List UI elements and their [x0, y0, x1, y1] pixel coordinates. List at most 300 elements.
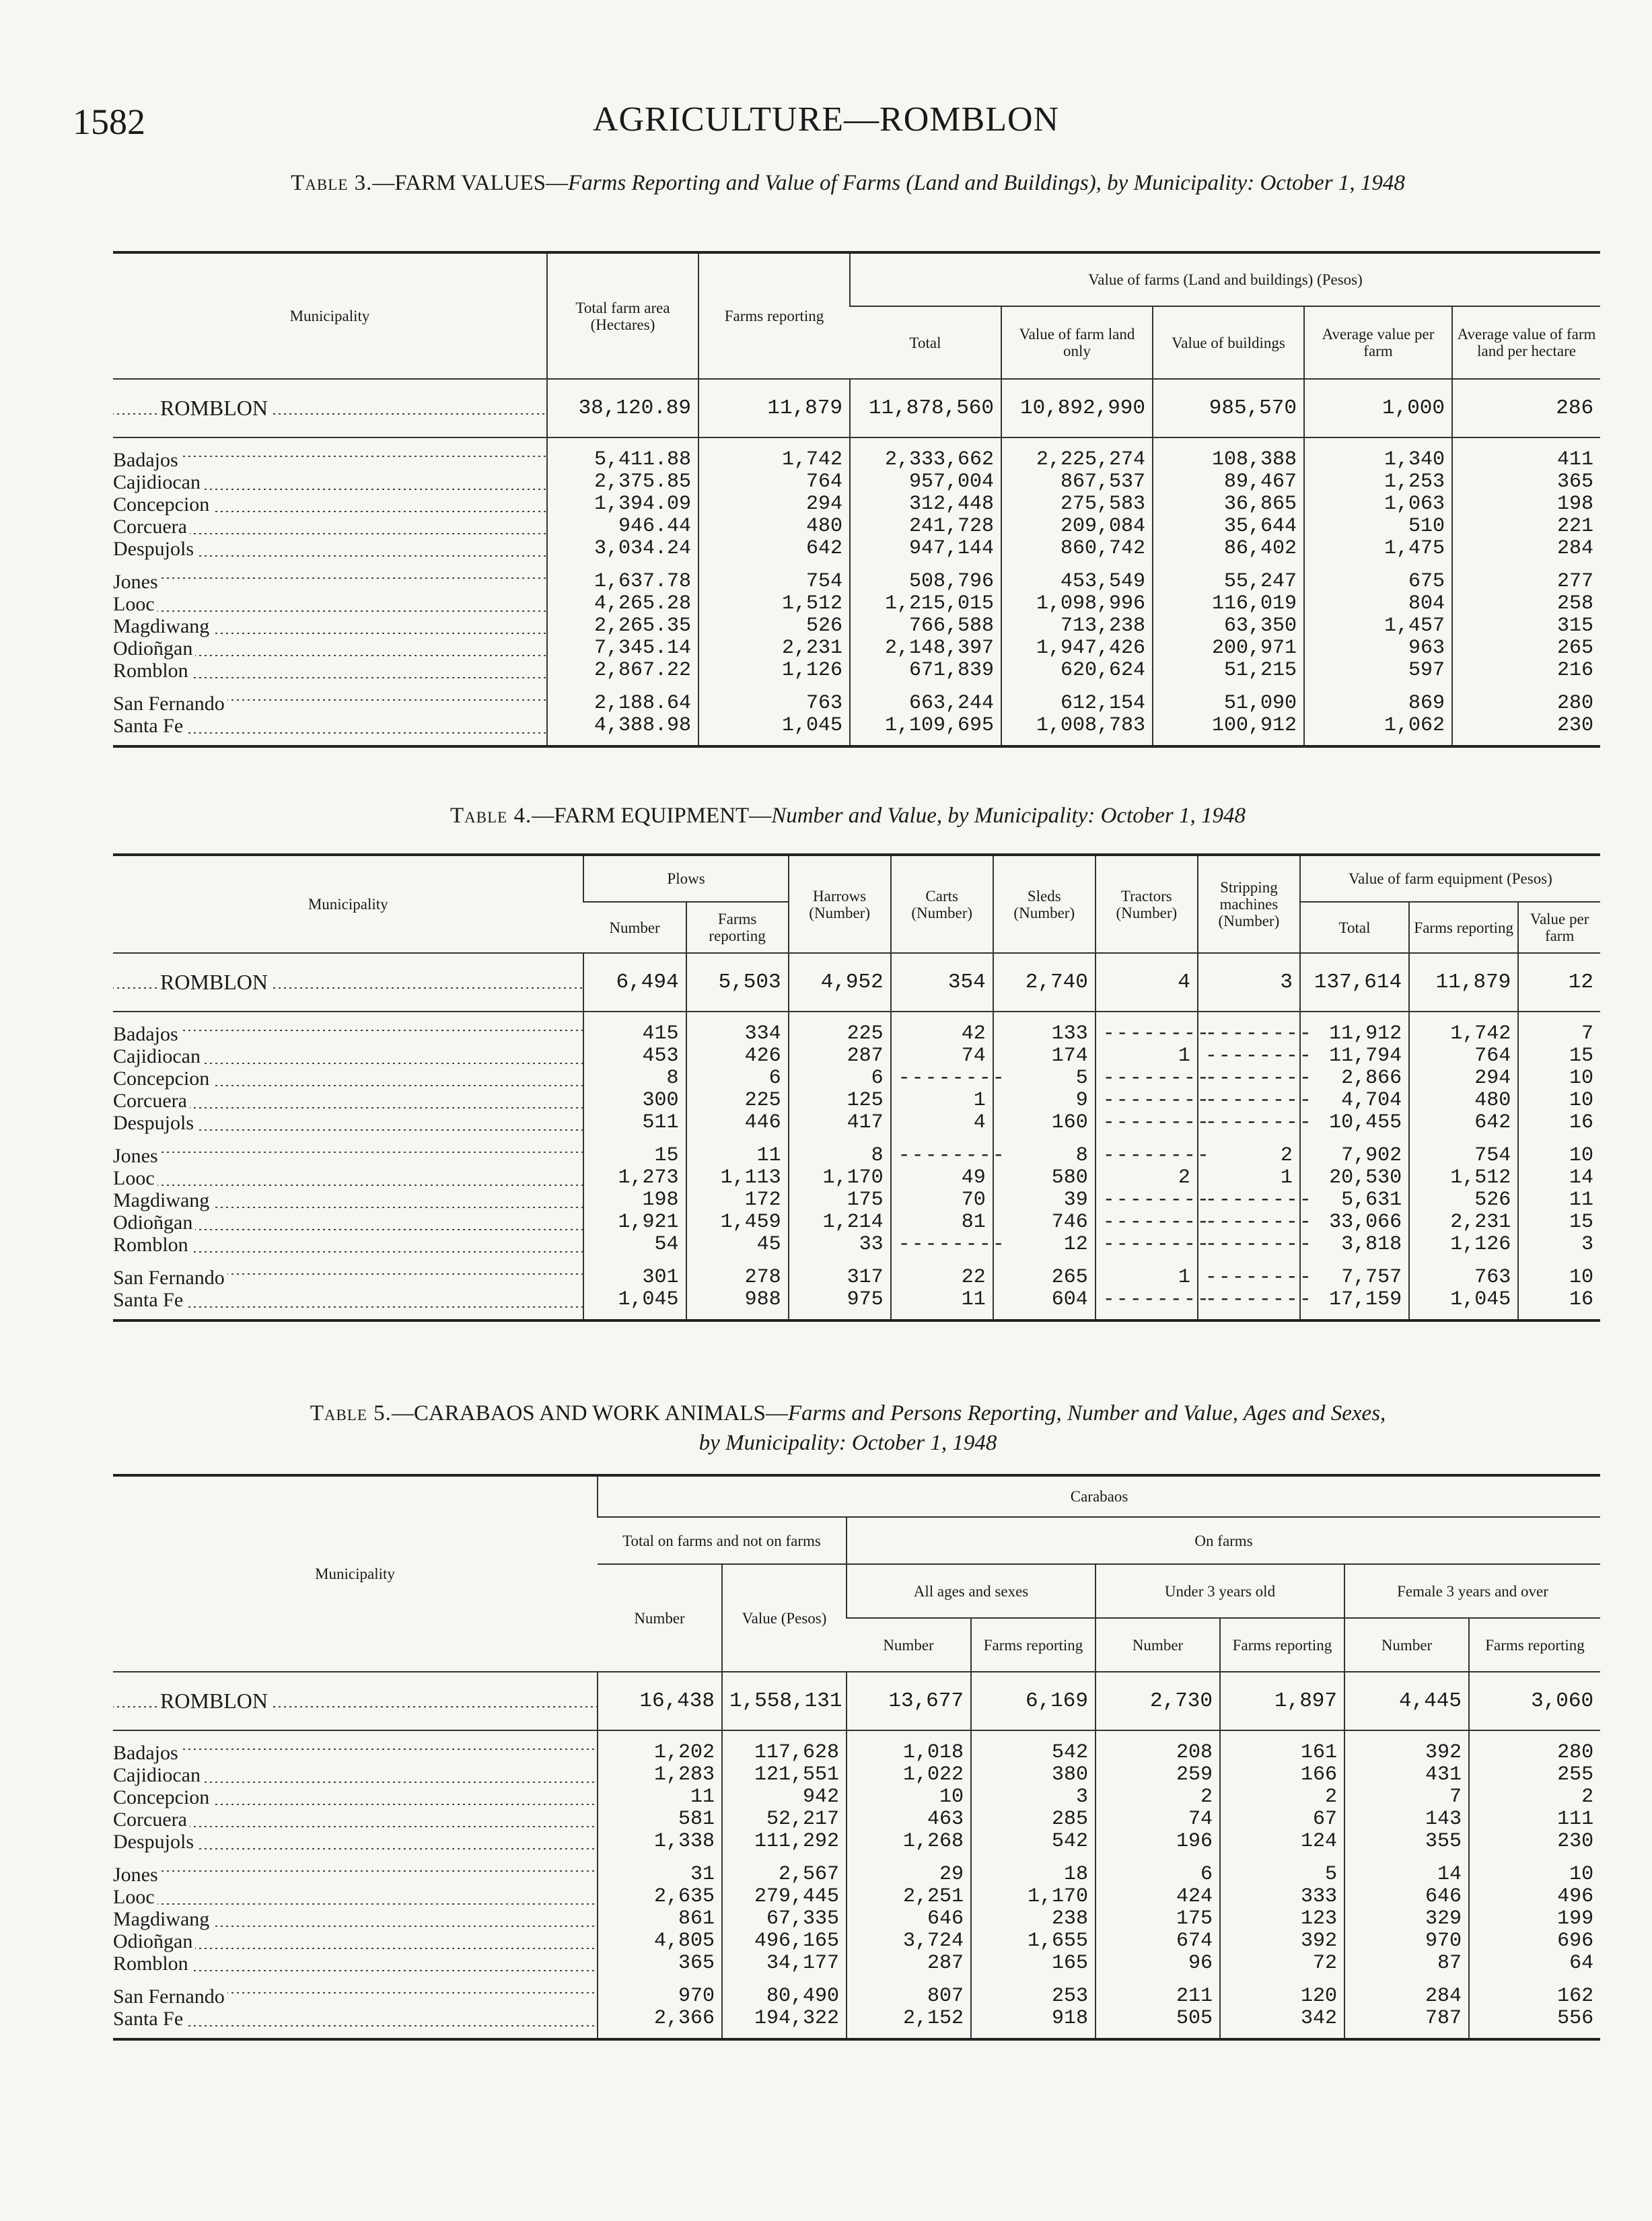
value-cell: 300 [583, 1090, 686, 1112]
value-cell: 72 [1220, 1952, 1344, 1975]
value-cell: 230 [1452, 715, 1600, 746]
municipality-cell [113, 1975, 598, 2008]
municipality-cell [113, 660, 547, 682]
value-cell: 1,512 [1409, 1167, 1518, 1189]
value-cell: 1,202 [598, 1730, 722, 1764]
value-cell: 763 [1409, 1256, 1518, 1289]
value-cell: 172 [686, 1189, 789, 1211]
table-row [113, 493, 1600, 516]
value-cell: 4 [1096, 953, 1198, 1012]
table-row [113, 593, 1600, 615]
value-cell: 20,530 [1300, 1167, 1409, 1189]
value-cell: 317 [789, 1256, 891, 1289]
value-cell: 143 [1344, 1808, 1469, 1831]
t5-f3-header: Farms reporting [1469, 1618, 1600, 1672]
value-cell: 1,045 [698, 715, 850, 746]
table-row [113, 1112, 1600, 1134]
municipality-cell [113, 1012, 583, 1045]
value-cell: 867,537 [1001, 471, 1153, 493]
t4-sleds-header: Sleds (Number) [993, 855, 1096, 953]
value-cell: 22 [891, 1256, 993, 1289]
table-row [113, 1256, 1600, 1289]
table-row [113, 516, 1600, 538]
t5-municipality-header: Municipality [113, 1475, 598, 1672]
value-cell: 3,724 [847, 1930, 971, 1952]
value-cell: 542 [971, 1730, 1096, 1764]
value-cell: -------- [1198, 1256, 1300, 1289]
value-cell: 6,169 [971, 1672, 1096, 1730]
value-cell: 1,655 [971, 1930, 1096, 1952]
value-cell: 8 [993, 1134, 1096, 1167]
value-cell: 2 [1198, 1134, 1300, 1167]
municipality-label: Santa Fe [113, 2008, 186, 2030]
value-cell: 754 [1409, 1134, 1518, 1167]
value-cell: 200,971 [1153, 637, 1304, 660]
value-cell: 11 [686, 1134, 789, 1167]
value-cell: 49 [891, 1167, 993, 1189]
value-cell: 1,742 [698, 437, 850, 471]
t3-land-header: Value of farm land only [1001, 306, 1153, 379]
value-cell: 10 [1518, 1134, 1600, 1167]
value-cell: 63,350 [1153, 615, 1304, 637]
municipality-cell [113, 471, 547, 493]
municipality-cell [113, 953, 583, 1012]
value-cell: 424 [1096, 1886, 1220, 1908]
t4-plows-farms-header: Farms reporting [686, 902, 789, 953]
t4-plows-header: Plows [583, 855, 788, 902]
value-cell: 860,742 [1001, 538, 1153, 560]
value-cell: 33 [789, 1234, 891, 1256]
value-cell: 211 [1096, 1975, 1220, 2008]
table-row [113, 1067, 1600, 1090]
value-cell: 417 [789, 1112, 891, 1134]
value-cell: 238 [971, 1908, 1096, 1930]
value-cell: 175 [1096, 1908, 1220, 1930]
table-row [113, 1189, 1600, 1211]
value-cell: 3 [971, 1786, 1096, 1808]
value-cell: 2,375.85 [547, 471, 698, 493]
value-cell: 86,402 [1153, 538, 1304, 560]
value-cell: 111 [1469, 1808, 1600, 1831]
value-cell: 55,247 [1153, 560, 1304, 593]
municipality-label: Looc [113, 1886, 157, 1908]
municipality-cell [113, 1167, 583, 1189]
value-cell: 946.44 [547, 516, 698, 538]
table3-caption: Table 3.—FARM VALUES—Farms Reporting and Value of Farms (Land and Buildings), by Municipality: October 1, 1948 [291, 171, 1405, 195]
value-cell: 542 [971, 1831, 1096, 1853]
value-cell: -------- [1198, 1045, 1300, 1067]
value-cell: 1,459 [686, 1211, 789, 1234]
value-cell: 957,004 [850, 471, 1001, 493]
value-cell: 947,144 [850, 538, 1001, 560]
value-cell: 279,445 [722, 1886, 847, 1908]
value-cell: 1,253 [1304, 471, 1452, 493]
t4-plows-number-header: Number [583, 902, 686, 953]
value-cell: 365 [598, 1952, 722, 1975]
table-row [113, 2008, 1600, 2039]
value-cell: 160 [993, 1112, 1096, 1134]
value-cell: 511 [583, 1112, 686, 1134]
table-row [113, 1134, 1600, 1167]
t5-f2-header: Farms reporting [1220, 1618, 1344, 1672]
municipality-label: Badajos [113, 449, 181, 471]
value-cell: 1,947,426 [1001, 637, 1153, 660]
value-cell: 355 [1344, 1831, 1469, 1853]
value-cell: 10 [1518, 1067, 1600, 1090]
value-cell: -------- [1198, 1012, 1300, 1045]
value-cell: 580 [993, 1167, 1096, 1189]
value-cell: 1,063 [1304, 493, 1452, 516]
value-cell: 133 [993, 1012, 1096, 1045]
municipality-label: Corcuera [113, 1808, 190, 1831]
value-cell: 221 [1452, 516, 1600, 538]
value-cell: 15 [1518, 1045, 1600, 1067]
value-cell: 942 [722, 1786, 847, 1808]
value-cell: 1,170 [971, 1886, 1096, 1908]
value-cell: 70 [891, 1189, 993, 1211]
value-cell: 2,231 [698, 637, 850, 660]
municipality-label: Jones [113, 571, 161, 593]
value-cell: 166 [1220, 1764, 1344, 1786]
t4-farms-header: Farms reporting [1409, 902, 1518, 953]
value-cell: 505 [1096, 2008, 1220, 2039]
value-cell: 31 [598, 1853, 722, 1886]
value-cell: 2,188.64 [547, 682, 698, 715]
table-row [113, 660, 1600, 682]
value-cell: 2,152 [847, 2008, 971, 2039]
table-row [113, 1808, 1600, 1831]
table-row [113, 1908, 1600, 1930]
table5-caption: Table 5.—CARABAOS AND WORK ANIMALS—Farms and Persons Reporting, Number and Value, Ages and Sexes, by Municipality: October 1, 1948 [310, 1401, 1386, 1455]
value-cell: 604 [993, 1289, 1096, 1320]
municipality-label: Magdiwang [113, 1189, 212, 1211]
value-cell: -------- [1198, 1112, 1300, 1134]
value-cell: 5 [993, 1067, 1096, 1090]
value-cell: 7,345.14 [547, 637, 698, 660]
value-cell: 508,796 [850, 560, 1001, 593]
value-cell: 287 [789, 1045, 891, 1067]
value-cell: -------- [1198, 1067, 1300, 1090]
table5-label: Table 5. [310, 1401, 392, 1425]
table-row [113, 1730, 1600, 1764]
value-cell: 2,251 [847, 1886, 971, 1908]
value-cell: -------- [1096, 1234, 1198, 1256]
municipality-cell [113, 1134, 583, 1167]
value-cell: 10 [1518, 1256, 1600, 1289]
municipality-label: Romblon [113, 660, 191, 682]
value-cell: 1 [1096, 1256, 1198, 1289]
value-cell: 2,366 [598, 2008, 722, 2039]
municipality-label: Concepcion [113, 1067, 212, 1090]
value-cell: 1 [1096, 1045, 1198, 1067]
municipality-cell [113, 516, 547, 538]
municipality-cell [113, 538, 547, 560]
table-row [113, 1012, 1600, 1045]
value-cell: 1,340 [1304, 437, 1452, 471]
value-cell: 6 [789, 1067, 891, 1090]
value-cell: 988 [686, 1289, 789, 1320]
municipality-cell [113, 1908, 598, 1930]
value-cell: 11,878,560 [850, 379, 1001, 437]
value-cell: 194,322 [722, 2008, 847, 2039]
municipality-cell [113, 1067, 583, 1090]
t5-body [113, 1672, 1600, 2039]
value-cell: 36,865 [1153, 493, 1304, 516]
value-cell: 354 [891, 953, 993, 1012]
municipality-cell [113, 437, 547, 471]
value-cell: 8 [583, 1067, 686, 1090]
value-cell: 671,839 [850, 660, 1001, 682]
municipality-label: Romblon [113, 1234, 191, 1256]
value-cell: 510 [1304, 516, 1452, 538]
municipality-label: Badajos [113, 1023, 181, 1045]
value-cell: 556 [1469, 2008, 1600, 2039]
municipality-label: Odioñgan [113, 637, 195, 660]
value-cell: 1 [891, 1090, 993, 1112]
table-row [113, 1831, 1600, 1853]
table4-title: FARM EQUIPMENT [554, 804, 750, 828]
value-cell: 1,062 [1304, 715, 1452, 746]
value-cell: 985,570 [1153, 379, 1304, 437]
value-cell: 1,214 [789, 1211, 891, 1234]
value-cell: 1,215,015 [850, 593, 1001, 615]
value-cell: 526 [698, 615, 850, 637]
value-cell: 125 [789, 1090, 891, 1112]
municipality-label: Corcuera [113, 1090, 190, 1112]
value-cell: 7 [1344, 1786, 1469, 1808]
value-cell: 39 [993, 1189, 1096, 1211]
t5-f1-header: Farms reporting [971, 1618, 1096, 1672]
municipality-cell [113, 1764, 598, 1786]
value-cell: 970 [598, 1975, 722, 2008]
value-cell: 11,879 [1409, 953, 1518, 1012]
value-cell: 29 [847, 1853, 971, 1886]
value-cell: 285 [971, 1808, 1096, 1831]
value-cell: 2 [1469, 1786, 1600, 1808]
municipality-label: Odioñgan [113, 1211, 195, 1234]
municipality-cell [113, 1256, 583, 1289]
value-cell: 2,265.35 [547, 615, 698, 637]
value-cell: 216 [1452, 660, 1600, 682]
municipality-label: Looc [113, 1167, 157, 1189]
value-cell: 16 [1518, 1289, 1600, 1320]
value-cell: 411 [1452, 437, 1600, 471]
municipality-label: ROMBLON [160, 1689, 271, 1713]
t5-carabaos-header: Carabaos [598, 1475, 1600, 1517]
value-cell: 2,148,397 [850, 637, 1001, 660]
value-cell: 453,549 [1001, 560, 1153, 593]
value-cell: 1,558,131 [722, 1672, 847, 1730]
municipality-cell [113, 2008, 598, 2039]
value-cell: 334 [686, 1012, 789, 1045]
t5-n2-header: Number [1096, 1618, 1220, 1672]
table4-label: Table 4. [450, 804, 532, 828]
municipality-label: Concepcion [113, 1786, 212, 1808]
value-cell: 1,045 [583, 1289, 686, 1320]
value-cell: 121,551 [722, 1764, 847, 1786]
value-cell: 284 [1452, 538, 1600, 560]
value-cell: 787 [1344, 2008, 1469, 2039]
value-cell: 1 [1198, 1167, 1300, 1189]
value-cell: 1,921 [583, 1211, 686, 1234]
municipality-cell [113, 1952, 598, 1975]
value-cell: 392 [1220, 1930, 1344, 1952]
municipality-cell [113, 682, 547, 715]
value-cell: 1,475 [1304, 538, 1452, 560]
value-cell: 287 [847, 1952, 971, 1975]
municipality-label: Jones [113, 1864, 161, 1886]
table-row [113, 437, 1600, 471]
t4-harrows-header: Harrows (Number) [789, 855, 891, 953]
table5-title: CARABAOS AND WORK ANIMALS [413, 1401, 766, 1425]
value-cell: 674 [1096, 1930, 1220, 1952]
table-row [113, 715, 1600, 746]
value-cell: 453 [583, 1045, 686, 1067]
value-cell: 258 [1452, 593, 1600, 615]
value-cell: 225 [789, 1012, 891, 1045]
value-cell: 14 [1344, 1853, 1469, 1886]
value-cell: 6 [1096, 1853, 1220, 1886]
value-cell: 96 [1096, 1952, 1220, 1975]
value-cell: 1,268 [847, 1831, 971, 1853]
value-cell: 11 [891, 1289, 993, 1320]
value-cell: 1,113 [686, 1167, 789, 1189]
value-cell: 970 [1344, 1930, 1469, 1952]
value-cell: -------- [1096, 1134, 1198, 1167]
table3-farm-values [113, 251, 1600, 748]
value-cell: 918 [971, 2008, 1096, 2039]
value-cell: 265 [1452, 637, 1600, 660]
value-cell: 5 [1220, 1853, 1344, 1886]
value-cell: 1,394.09 [547, 493, 698, 516]
value-cell: 67,335 [722, 1908, 847, 1930]
table4-subtitle: Number and Value, by Municipality: October 1, 1948 [771, 804, 1246, 828]
table-row [113, 538, 1600, 560]
value-cell: 342 [1220, 2008, 1344, 2039]
municipality-cell [113, 1853, 598, 1886]
value-cell: 1,045 [1409, 1289, 1518, 1320]
value-cell: 620,624 [1001, 660, 1153, 682]
value-cell: 333 [1220, 1886, 1344, 1908]
value-cell: 100,912 [1153, 715, 1304, 746]
municipality-cell [113, 1289, 583, 1320]
value-cell: 1,457 [1304, 615, 1452, 637]
table-row [113, 615, 1600, 637]
value-cell: 746 [993, 1211, 1096, 1234]
value-cell: 7,902 [1300, 1134, 1409, 1167]
value-cell: 108,388 [1153, 437, 1304, 471]
t5-on-farms-header: On farms [847, 1517, 1600, 1564]
municipality-label: Looc [113, 593, 157, 615]
value-cell: -------- [1096, 1012, 1198, 1045]
municipality-label: San Fernando [113, 1267, 227, 1289]
value-cell: -------- [891, 1067, 993, 1090]
t3-farms-header: Farms reporting [698, 252, 850, 379]
municipality-cell [113, 1730, 598, 1764]
value-cell: 165 [971, 1952, 1096, 1975]
value-cell: 51,215 [1153, 660, 1304, 682]
value-cell: 1,126 [698, 660, 850, 682]
value-cell: 11,794 [1300, 1045, 1409, 1067]
value-cell: 265 [993, 1256, 1096, 1289]
value-cell: -------- [1096, 1211, 1198, 1234]
table-row [113, 1090, 1600, 1112]
t5-value-header: Value (Pesos) [722, 1564, 847, 1672]
value-cell: 11,912 [1300, 1012, 1409, 1045]
value-cell: 87 [1344, 1952, 1469, 1975]
municipality-label: San Fernando [113, 693, 227, 715]
t4-per-farm-header: Value per farm [1518, 902, 1600, 953]
value-cell: 18 [971, 1853, 1096, 1886]
value-cell: 15 [583, 1134, 686, 1167]
value-cell: -------- [1096, 1112, 1198, 1134]
total-row [113, 953, 1600, 1012]
value-cell: 45 [686, 1234, 789, 1256]
value-cell: 10 [1518, 1090, 1600, 1112]
value-cell: 38,120.89 [547, 379, 698, 437]
value-cell: 3 [1198, 953, 1300, 1012]
value-cell: 2 [1096, 1167, 1198, 1189]
value-cell: 74 [1096, 1808, 1220, 1831]
value-cell: 278 [686, 1256, 789, 1289]
value-cell: 124 [1220, 1831, 1344, 1853]
value-cell: 3 [1518, 1234, 1600, 1256]
t3-value-group-header: Value of farms (Land and buildings) (Pesos) [850, 252, 1600, 306]
value-cell: 13,677 [847, 1672, 971, 1730]
value-cell: 446 [686, 1112, 789, 1134]
municipality-cell [113, 1189, 583, 1211]
municipality-label: Corcuera [113, 516, 190, 538]
value-cell: 1,512 [698, 593, 850, 615]
t4-value-group-header: Value of farm equipment (Pesos) [1300, 855, 1600, 902]
value-cell: 480 [698, 516, 850, 538]
municipality-label: Magdiwang [113, 1908, 212, 1930]
t4-total-header: Total [1300, 902, 1409, 953]
value-cell: 1,283 [598, 1764, 722, 1786]
value-cell: 10 [847, 1786, 971, 1808]
value-cell: 208 [1096, 1730, 1220, 1764]
municipality-label: Despujols [113, 1112, 196, 1134]
value-cell: 463 [847, 1808, 971, 1831]
table-row [113, 1234, 1600, 1256]
value-cell: 11 [1518, 1189, 1600, 1211]
table-row [113, 1786, 1600, 1808]
t3-avg-ha-header: Average value of farm land per hectare [1452, 306, 1600, 379]
t5-n1-header: Number [847, 1618, 971, 1672]
t3-area-header: Total farm area (Hectares) [547, 252, 698, 379]
value-cell: 612,154 [1001, 682, 1153, 715]
t3-total-header: Total [850, 306, 1001, 379]
value-cell: 804 [1304, 593, 1452, 615]
value-cell: 380 [971, 1764, 1096, 1786]
t3-buildings-header: Value of buildings [1153, 306, 1304, 379]
t4-tractors-header: Tractors (Number) [1096, 855, 1198, 953]
value-cell: -------- [1096, 1189, 1198, 1211]
total-row [113, 379, 1600, 437]
value-cell: 6,494 [583, 953, 686, 1012]
value-cell: 764 [698, 471, 850, 493]
value-cell: 7,757 [1300, 1256, 1409, 1289]
value-cell: 1,098,996 [1001, 593, 1153, 615]
value-cell: 963 [1304, 637, 1452, 660]
municipality-label: Despujols [113, 1831, 196, 1853]
value-cell: 807 [847, 1975, 971, 2008]
value-cell: 3,818 [1300, 1234, 1409, 1256]
value-cell: -------- [891, 1234, 993, 1256]
table3-subtitle: Farms Reporting and Value of Farms (Land and Buildings), by Municipality: October 1, 1948 [568, 171, 1405, 195]
value-cell: 392 [1344, 1730, 1469, 1764]
municipality-label: Cajidiocan [113, 1045, 203, 1067]
